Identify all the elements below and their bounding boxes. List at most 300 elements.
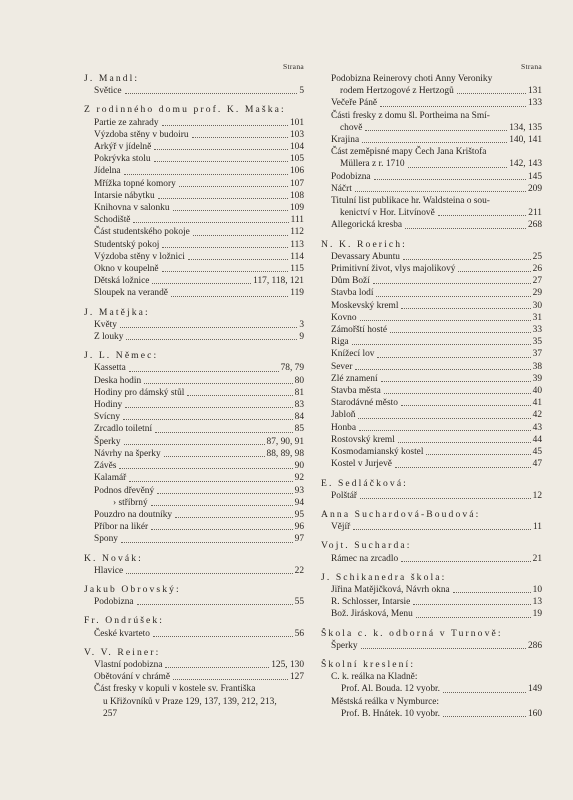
index-entry — [321, 312, 542, 324]
left-sections — [84, 73, 304, 720]
entry-pages: 30 — [532, 300, 542, 311]
section-spacer — [84, 97, 304, 104]
entry-title-line: Podobizna Reinerovy choti Anny Veroniky — [331, 74, 493, 84]
entry-title: Obětování v chrámě — [94, 672, 171, 683]
entry-pages: 160 — [527, 708, 542, 719]
entry-title: Návrhy na šperky — [94, 448, 161, 459]
dot-leader — [129, 371, 279, 372]
entry-title: Dětská ložnice — [94, 276, 150, 287]
dot-leader — [129, 481, 292, 482]
index-entry — [84, 628, 304, 640]
left-column — [84, 62, 304, 720]
section-spacer — [321, 502, 542, 509]
index-entry — [321, 219, 542, 231]
index-section — [321, 502, 542, 533]
index-entry — [84, 331, 304, 343]
entry-pages: 131 — [527, 86, 542, 97]
index-entry — [321, 596, 542, 608]
index-entry — [321, 361, 542, 373]
artist-heading: J. Schikanedra škola: — [321, 571, 447, 583]
dot-leader — [365, 130, 507, 131]
entry-pages: 127 — [289, 672, 304, 683]
index-entry — [321, 671, 542, 683]
entry-pages: 11 — [532, 522, 542, 533]
dot-leader — [381, 381, 531, 382]
entry-pages: 93 — [294, 485, 304, 496]
index-entry — [321, 287, 542, 299]
dot-leader — [175, 517, 293, 518]
artist-heading: Školní kreslení: — [321, 658, 416, 670]
dot-leader — [403, 259, 531, 260]
entry-pages: 211 — [528, 208, 542, 219]
entry-title: Jiřina Matějičková, Návrh okna — [331, 584, 450, 595]
entry-title: Světice — [94, 86, 122, 97]
entry-pages: 142, 143 — [509, 159, 542, 170]
index-entry — [84, 659, 304, 671]
right-column — [321, 62, 542, 720]
index-entry — [84, 375, 304, 387]
entry-pages: 25 — [532, 251, 542, 262]
entry-title: Zlé znamení — [331, 373, 378, 384]
dot-leader — [124, 444, 265, 445]
entry-pages: 119 — [290, 288, 304, 299]
entry-pages: 10 — [532, 584, 542, 595]
index-entry — [84, 472, 304, 484]
index-entry — [84, 399, 304, 411]
entry-pages: 47 — [532, 459, 542, 470]
index-entry — [321, 275, 542, 287]
index-entry — [321, 263, 542, 275]
index-entry — [321, 134, 542, 146]
artist-heading: Fr. Ondrúšek: — [84, 615, 165, 627]
dot-leader — [162, 271, 289, 272]
entry-pages: 12 — [532, 490, 542, 501]
index-entry — [84, 565, 304, 577]
entry-pages: 97 — [294, 534, 304, 545]
index-entry — [321, 683, 542, 695]
entry-pages: 111 — [290, 215, 304, 226]
index-section — [321, 471, 542, 502]
index-entry — [84, 411, 304, 423]
entry-title-line: 257 — [103, 708, 118, 719]
dot-leader — [390, 332, 531, 333]
entry-title: Arkýř v jídelně — [94, 142, 152, 153]
index-entry — [321, 521, 542, 533]
dot-leader — [137, 604, 293, 605]
dot-leader — [374, 179, 526, 180]
section-spacer — [84, 546, 304, 553]
index-section — [321, 565, 542, 621]
entry-title: Z louky — [94, 332, 124, 343]
entry-title: Krajina — [331, 135, 360, 146]
dot-leader — [144, 383, 292, 384]
index-entry — [321, 300, 542, 312]
index-entry — [84, 85, 304, 97]
entry-pages: 81 — [294, 387, 304, 398]
index-section — [321, 621, 542, 652]
dot-leader — [395, 467, 531, 468]
entry-title: Kassetta — [94, 363, 126, 374]
dot-leader — [361, 648, 526, 649]
entry-title: Stavba města — [331, 386, 381, 397]
entry-title: R. Schlosser, Intarsie — [331, 597, 411, 608]
section-spacer — [321, 533, 542, 540]
entry-title: Pouzdro na doutníky — [94, 509, 173, 520]
entry-title: Podobizna — [94, 597, 134, 608]
index-entry — [84, 448, 304, 460]
entry-title: Sever — [331, 361, 353, 372]
right-sections — [321, 73, 542, 720]
entry-pages: 104 — [289, 142, 304, 153]
entry-title: Příbor na likér — [94, 522, 149, 533]
entry-pages: 107 — [289, 178, 304, 189]
dot-leader — [358, 418, 530, 419]
section-spacer — [321, 471, 542, 478]
entry-pages: 114 — [290, 251, 304, 262]
index-entry — [321, 385, 542, 397]
entry-pages: 92 — [294, 473, 304, 484]
entry-last-line — [331, 122, 542, 134]
index-entry — [84, 202, 304, 214]
entry-title: Vlastní podobizna — [94, 659, 163, 670]
page-column-header: Strana — [521, 62, 542, 71]
entry-pages: 268 — [527, 220, 542, 231]
entry-pages: 140, 141 — [509, 135, 542, 146]
page-column-header: Strana — [283, 62, 304, 71]
entry-pages: 125, 130 — [271, 659, 304, 670]
section-spacer — [321, 621, 542, 628]
index-entry — [84, 178, 304, 190]
entry-pages: 209 — [527, 183, 542, 194]
dot-leader — [457, 93, 526, 94]
dot-leader — [443, 716, 526, 717]
index-entry — [84, 263, 304, 275]
index-entry — [321, 490, 542, 502]
index-entry — [321, 553, 542, 565]
index-entry — [321, 348, 542, 360]
index-entry — [321, 373, 542, 385]
index-entry — [84, 485, 304, 497]
index-entry — [84, 129, 304, 141]
entry-title: Rostovský kreml — [331, 434, 395, 445]
dot-leader — [359, 430, 531, 431]
index-entry — [321, 195, 542, 219]
dot-leader — [154, 149, 288, 150]
entry-title: Bož. Jirásková, Menu — [331, 609, 413, 620]
entry-pages: 113 — [290, 239, 304, 250]
dot-leader — [165, 667, 269, 668]
entry-pages: 39 — [532, 373, 542, 384]
entry-pages: 94 — [294, 497, 304, 508]
section-spacer — [321, 652, 542, 659]
entry-last-line — [331, 158, 542, 170]
entry-title: Riga — [331, 337, 349, 348]
index-entry — [84, 683, 304, 720]
dot-leader — [151, 505, 293, 506]
entry-title: Šperky — [331, 640, 358, 651]
artist-heading: Anna Suchardová-Boudová: — [321, 508, 481, 520]
dot-leader — [155, 432, 293, 433]
entry-title: Knížecí lov — [331, 349, 375, 360]
entry-title: Moskevský kreml — [331, 300, 399, 311]
entry-pages: 29 — [532, 288, 542, 299]
index-entry — [84, 275, 304, 287]
index-entry — [84, 521, 304, 533]
dot-leader — [164, 456, 265, 457]
entry-title: Hodiny pro dámský stůl — [94, 387, 185, 398]
entry-pages: 101 — [289, 117, 304, 128]
dot-leader — [458, 271, 530, 272]
entry-title: Podobizna — [331, 171, 371, 182]
dot-leader — [192, 137, 288, 138]
dot-leader — [152, 283, 251, 284]
entry-pages: 106 — [289, 166, 304, 177]
entry-title: Kosmodamianský kostel — [331, 447, 424, 458]
dot-leader — [162, 247, 288, 248]
index-entry — [321, 409, 542, 421]
entry-pages: 149 — [527, 684, 542, 695]
entry-pages: 90 — [294, 461, 304, 472]
entry-title: Mřížka topné komory — [94, 178, 176, 189]
index-entry — [321, 97, 542, 109]
entry-pages: 27 — [532, 276, 542, 287]
entry-title: Müllera z r. 1710 — [340, 159, 405, 170]
artist-heading: V. V. Reiner: — [84, 646, 161, 658]
dot-leader — [124, 174, 288, 175]
dot-leader — [353, 529, 531, 530]
index-entry — [321, 183, 542, 195]
dot-leader — [173, 210, 288, 211]
dot-leader — [408, 167, 508, 168]
section-spacer — [321, 232, 542, 239]
dot-leader — [401, 405, 531, 406]
index-section — [84, 300, 304, 344]
entry-title: rodem Hertzogové z Hertzogů — [340, 86, 454, 97]
entry-title: Sloupek na verandě — [94, 288, 168, 299]
entry-title-line: Titulní list publikace hr. Waldsteina o sou- — [331, 196, 490, 207]
entry-pages: 38 — [532, 361, 542, 372]
entry-pages: 85 — [294, 424, 304, 435]
index-entry — [321, 171, 542, 183]
entry-title: Spony — [94, 534, 118, 545]
index-entry — [84, 190, 304, 202]
entry-pages: 108 — [289, 190, 304, 201]
index-entry — [84, 362, 304, 374]
entry-pages: 44 — [532, 434, 542, 445]
entry-title: Devassary Abuntu — [331, 251, 400, 262]
index-section — [84, 640, 304, 720]
artist-heading: J. Mandl: — [84, 73, 140, 84]
artist-heading: J. Matějka: — [84, 306, 150, 318]
entry-title: Jabloň — [331, 410, 356, 421]
index-entry — [84, 319, 304, 331]
index-section — [84, 577, 304, 608]
entry-title: Kalamář — [94, 473, 127, 484]
entry-pages: 43 — [532, 422, 542, 433]
dot-leader — [158, 198, 288, 199]
section-spacer — [84, 343, 304, 350]
artist-heading: N. K. Roerich: — [321, 238, 407, 250]
index-entry — [321, 640, 542, 652]
dot-leader — [373, 283, 531, 284]
dot-leader — [438, 215, 527, 216]
index-entry — [84, 497, 304, 509]
entry-title: Deska hodin — [94, 375, 142, 386]
index-entry — [84, 671, 304, 683]
entry-title: Allegorická kresba — [331, 220, 403, 231]
entry-last-line — [331, 85, 542, 97]
entry-pages: 35 — [532, 337, 542, 348]
index-entry — [321, 708, 542, 720]
entry-title: Vějíř — [331, 522, 351, 533]
entry-title: Primitivní život, vlys majolikový — [331, 264, 456, 275]
dot-leader — [360, 498, 531, 499]
dot-leader — [401, 561, 530, 562]
dot-leader — [377, 357, 530, 358]
artist-heading: E. Sedláčková: — [321, 477, 408, 489]
dot-leader — [398, 442, 531, 443]
entry-title: Jídelna — [94, 166, 121, 177]
index-entry — [84, 165, 304, 177]
dot-leader — [151, 529, 292, 530]
index-entry — [84, 117, 304, 129]
index-entry — [84, 509, 304, 521]
entry-title-line: u Křižovníků v Praze 129, 137, 139, 212, 213, — [103, 696, 277, 707]
dot-leader — [416, 617, 531, 618]
entry-pages: 40 — [532, 386, 542, 397]
dot-leader — [443, 692, 526, 693]
entry-pages: 88, 89, 98 — [266, 448, 304, 459]
index-entry — [321, 251, 542, 263]
index-entry — [84, 460, 304, 472]
dot-leader — [120, 327, 297, 328]
dot-leader — [380, 106, 526, 107]
entry-title-line: Část fresky v kopuli v kostele sv. Františka — [94, 684, 256, 695]
entry-pages: 96 — [294, 522, 304, 533]
entry-title: Zámořští hosté — [331, 325, 387, 336]
index-entry — [321, 434, 542, 446]
artist-heading: Škola c. k. odborná v Turnově: — [321, 627, 503, 639]
index-entry — [84, 239, 304, 251]
entry-pages: 83 — [294, 400, 304, 411]
section-spacer — [84, 640, 304, 647]
dot-leader — [193, 235, 288, 236]
entry-title: Šperky — [94, 436, 121, 447]
index-entry — [84, 533, 304, 545]
index-section — [84, 73, 304, 97]
entry-title: Květy — [94, 319, 117, 330]
index-entry — [84, 251, 304, 263]
entry-pages: 21 — [532, 553, 542, 564]
index-section — [84, 546, 304, 577]
index-section — [84, 608, 304, 639]
entry-pages: 37 — [532, 349, 542, 360]
dot-leader — [426, 454, 530, 455]
artist-heading: Z rodinného domu prof. K. Maška: — [84, 104, 286, 116]
entry-pages: 134, 135 — [509, 122, 542, 133]
index-entry — [321, 336, 542, 348]
dot-leader — [453, 592, 531, 593]
entry-title: Knihovna v salonku — [94, 203, 170, 214]
artist-heading: Vojt. Sucharda: — [321, 540, 412, 552]
entry-title: Prof. Al. Bouda. 12 vyobr. — [341, 684, 440, 695]
entry-title: Honba — [331, 422, 356, 433]
entry-pages: 286 — [527, 640, 542, 651]
entry-title: Večeře Páně — [331, 98, 378, 109]
entry-pages: 84 — [294, 412, 304, 423]
entry-title: Městská reálka v Nymburce: — [331, 696, 440, 707]
dot-leader — [173, 679, 288, 680]
entry-title: Okno v koupelně — [94, 264, 159, 275]
index-entry — [321, 696, 542, 708]
index-entry — [84, 596, 304, 608]
entry-pages: 78, 79 — [280, 363, 304, 374]
entry-pages: 42 — [532, 410, 542, 421]
entry-pages: 26 — [532, 264, 542, 275]
index-entry — [321, 608, 542, 620]
index-entry — [321, 458, 542, 470]
dot-leader — [125, 407, 293, 408]
entry-title: chově — [340, 122, 363, 133]
entry-title: Kostel v Jurjevě — [331, 459, 392, 470]
dot-leader — [171, 296, 288, 297]
entry-title: C. k. reálka na Kladně: — [331, 672, 418, 683]
entry-title-line: Části fresky z domu šl. Portheima na Smí- — [331, 110, 490, 121]
entry-pages: 55 — [294, 597, 304, 608]
entry-pages: 87, 90, 91 — [266, 436, 304, 447]
entry-title: České kvarteto — [94, 628, 150, 639]
entry-title: Studentský pokoj — [94, 239, 160, 250]
dot-leader — [362, 142, 507, 143]
dot-leader — [126, 339, 297, 340]
index-entry — [84, 214, 304, 226]
entry-pages: 95 — [294, 509, 304, 520]
entry-title: Schodiště — [94, 215, 131, 226]
dot-leader — [179, 186, 288, 187]
entry-pages: 13 — [532, 597, 542, 608]
index-section — [321, 533, 542, 564]
entry-title: › stříbrný — [113, 497, 148, 508]
entry-title: Zrcadlo toiletní — [94, 424, 153, 435]
dot-leader — [376, 296, 530, 297]
entry-title: Dům Boží — [331, 276, 370, 287]
dot-leader — [119, 468, 292, 469]
entry-pages: 105 — [289, 154, 304, 165]
entry-pages: 80 — [294, 375, 304, 386]
entry-pages: 45 — [532, 447, 542, 458]
index-entry — [84, 287, 304, 299]
entry-title: Část studentského pokoje — [94, 227, 190, 238]
dot-leader — [157, 493, 292, 494]
entry-title: kenictví v Hor. Litvínově — [340, 208, 435, 219]
dot-leader — [355, 369, 530, 370]
dot-leader — [355, 191, 526, 192]
entry-title: Hlavice — [94, 565, 124, 576]
index-section — [84, 97, 304, 299]
entry-pages: 22 — [294, 565, 304, 576]
entry-title: Závěs — [94, 461, 117, 472]
dot-leader — [187, 395, 292, 396]
entry-title: Svícny — [94, 412, 121, 423]
dot-leader — [188, 259, 288, 260]
artist-heading: K. Novák: — [84, 552, 143, 564]
dot-leader — [126, 573, 292, 574]
dot-leader — [123, 419, 293, 420]
dot-leader — [352, 344, 531, 345]
section-spacer — [84, 608, 304, 615]
entry-pages: 41 — [532, 398, 542, 409]
index-entry — [321, 584, 542, 596]
